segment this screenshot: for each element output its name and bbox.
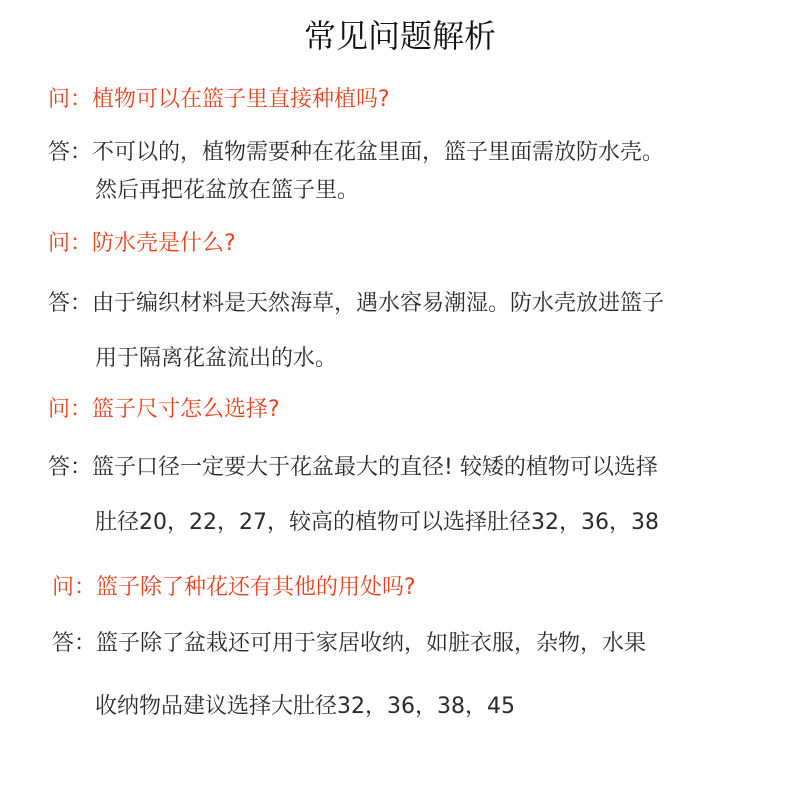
faq-answer-2-line-1: 答：由于编织材料是天然海草，遇水容易潮湿。防水壳放进篮子 [48, 291, 665, 316]
faq-question-4: 问：篮子除了种花还有其他的用处吗? [52, 575, 416, 600]
faq-answer-2-line-2: 用于隔离花盆流出的水。 [95, 346, 338, 371]
faq-answer-1-line-2: 然后再把花盆放在篮子里。 [95, 178, 360, 203]
faq-answer-1-line-1: 答：不可以的，植物需要种在花盆里面，篮子里面需放防水壳。 [48, 140, 665, 165]
faq-answer-4-line-2: 收纳物品建议选择大肚径32，36，38，45 [95, 694, 515, 719]
page-title: 常见问题解析 [303, 17, 496, 55]
faq-answer-3-line-1: 答：篮子口径一定要大于花盆最大的直径! 较矮的植物可以选择 [48, 455, 658, 480]
faq-question-2: 问：防水壳是什么? [48, 231, 236, 256]
faq-answer-3-line-2: 肚径20，22，27，较高的植物可以选择肚径32，36，38 [95, 510, 659, 535]
faq-question-1: 问：植物可以在篮子里直接种植吗? [48, 87, 390, 112]
faq-answer-4-line-1: 答：篮子除了盆栽还可用于家居收纳，如脏衣服，杂物，水果 [52, 631, 647, 656]
faq-question-3: 问：篮子尺寸怎么选择? [48, 397, 280, 422]
